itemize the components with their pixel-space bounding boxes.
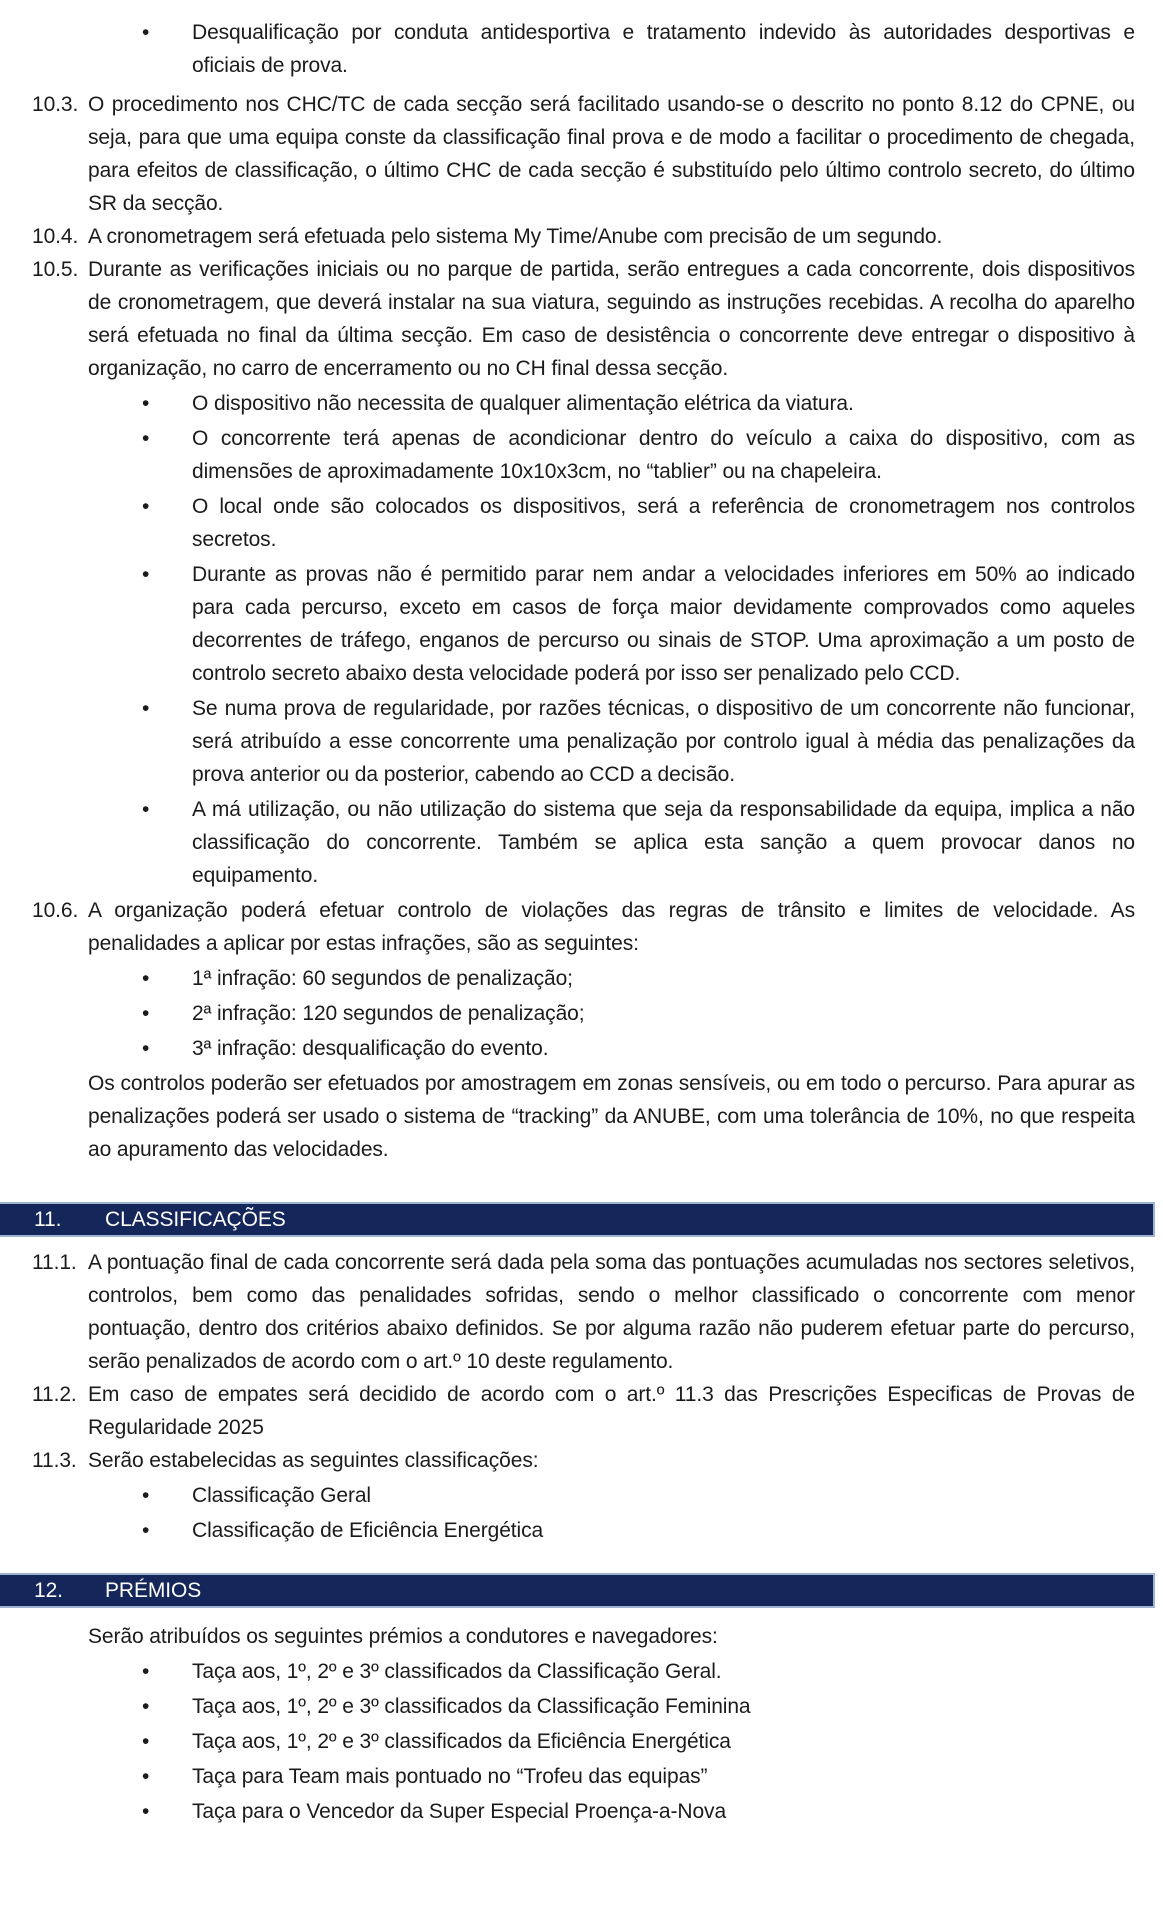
clause-10-5 — [32, 253, 1135, 385]
bullet-icon — [142, 793, 192, 892]
clause-text: O procedimento nos CHC/TC de cada secção será facilitado usando-se o descrito no ponto 8.12 do CPNE, ou seja, para que uma equipa conste da classificação final prova e de modo a facilitar o procedimento de chegada, para efeitos de classificação, o último CHC de cada secção é substituído pelo último controlo secreto, do último SR da secção. — [88, 93, 1135, 215]
section-number: 12. — [34, 1579, 63, 1602]
bullet-text: Classificação Geral — [192, 1484, 371, 1507]
list-item — [32, 1514, 1135, 1547]
list-item — [32, 387, 1135, 420]
list-item — [32, 16, 1135, 82]
clause-10-3 — [32, 88, 1135, 220]
bullet-icon — [142, 1760, 192, 1793]
bullet-icon — [142, 1725, 192, 1758]
bullet-icon — [142, 558, 192, 690]
clause-11-1 — [32, 1246, 1135, 1378]
list-item — [32, 1725, 1135, 1758]
bullet-icon — [142, 422, 192, 488]
bullet-icon — [142, 1032, 192, 1065]
section-number: 11. — [34, 1208, 62, 1231]
bullet-icon — [142, 1655, 192, 1688]
section-header-premios — [0, 1573, 1155, 1608]
clause-number: 10.6. — [32, 899, 79, 922]
bullet-text: O local onde são colocados os dispositivos, será a referência de cronometragem nos controlos secretos. — [192, 495, 1135, 551]
bullet-icon — [142, 692, 192, 791]
clause-number: 11.2. — [32, 1383, 77, 1406]
bullet-text: Taça aos, 1º, 2º e 3º classificados da Classificação Geral. — [192, 1660, 722, 1683]
section-title: PRÉMIOS — [105, 1579, 202, 1602]
clause-11-2 — [32, 1378, 1135, 1444]
list-item — [32, 1795, 1135, 1828]
list-item — [32, 692, 1135, 791]
list-item — [32, 793, 1135, 892]
section-title: CLASSIFICAÇÕES — [105, 1208, 286, 1231]
clause-10-6 — [32, 894, 1135, 960]
bullet-icon — [142, 16, 192, 82]
clause-number: 10.5. — [32, 258, 79, 281]
clause-text: Serão estabelecidas as seguintes classificações: — [88, 1449, 539, 1472]
bullet-text: Taça para Team mais pontuado no “Trofeu das equipas” — [192, 1765, 708, 1788]
list-item — [32, 422, 1135, 488]
list-item — [32, 1690, 1135, 1723]
bullet-icon — [142, 1479, 192, 1512]
bullet-icon — [142, 1514, 192, 1547]
list-item — [32, 997, 1135, 1030]
bullet-text: Classificação de Eficiência Energética — [192, 1519, 544, 1542]
bullet-icon — [142, 387, 192, 420]
clause-text: A organização poderá efetuar controlo de violações das regras de trânsito e limites de velocidade. As penalidades a aplicar por estas infrações, são as seguintes: — [88, 899, 1135, 955]
bullet-list-10-5 — [32, 387, 1135, 892]
clause-text: Durante as verificações iniciais ou no parque de partida, serão entregues a cada concorrente, dois dispositivos de cronometragem, que deverá instalar na sua viatura, seguindo as instruções recebidas. A recolha do aparelho será efetuada no final da última secção. Em caso de desistência o concorrente deve entregar o dispositivo à organização, no carro de encerramento ou no CH final dessa secção. — [88, 258, 1135, 380]
bullet-list-10-6 — [32, 962, 1135, 1065]
bullet-text: Se numa prova de regularidade, por razões técnicas, o dispositivo de um concorrente não funcionar, será atribuído a esse concorrente uma penalização por controlo igual à média das penalizações da prova anterior ou da posterior, cabendo ao CCD a decisão. — [192, 697, 1135, 786]
clause-11-3 — [32, 1444, 1135, 1477]
clause-10-6-closing: Os controlos poderão ser efetuados por amostragem em zonas sensíveis, ou em todo o percurso. Para apurar as penalizações poderá ser usado o sistema de “tracking” da ANUBE, com uma tolerância de 10%, no que respeita ao apuramento das velocidades. — [88, 1072, 1135, 1161]
list-item — [32, 558, 1135, 690]
clause-number: 10.3. — [32, 93, 79, 116]
clause-10-4 — [32, 220, 1135, 253]
bullet-icon — [142, 997, 192, 1030]
bullet-text: O concorrente terá apenas de acondicionar dentro do veículo a caixa do dispositivo, com as dimensões de aproximadamente 10x10x3cm, no “tablier” ou na chapeleira. — [192, 427, 1135, 483]
bullet-text: Desqualificação por conduta antidesportiva e tratamento indevido às autoridades desportivas e oficiais de prova. — [192, 21, 1135, 77]
bullet-text: O dispositivo não necessita de qualquer alimentação elétrica da viatura. — [192, 392, 854, 415]
bullet-text: Taça aos, 1º, 2º e 3º classificados da Classificação Feminina — [192, 1695, 751, 1718]
section-12-intro: Serão atribuídos os seguintes prémios a condutores e navegadores: — [88, 1625, 718, 1648]
list-item — [32, 962, 1135, 995]
list-item — [32, 490, 1135, 556]
list-item — [32, 1479, 1135, 1512]
bullet-list-12 — [32, 1655, 1135, 1828]
bullet-icon — [142, 1690, 192, 1723]
clause-number: 10.4. — [32, 225, 79, 248]
clause-text: A cronometragem será efetuada pelo sistema My Time/Anube com precisão de um segundo. — [88, 225, 943, 248]
bullet-icon — [142, 962, 192, 995]
list-item — [32, 1655, 1135, 1688]
bullet-text: 2ª infração: 120 segundos de penalização; — [192, 1002, 585, 1025]
section-header-classificacoes — [0, 1202, 1155, 1237]
list-item — [32, 1760, 1135, 1793]
bullet-icon — [142, 1795, 192, 1828]
bullet-icon — [142, 490, 192, 556]
bullet-text: 1ª infração: 60 segundos de penalização; — [192, 967, 573, 990]
bullet-text: Durante as provas não é permitido parar nem andar a velocidades inferiores em 50% ao indicado para cada percurso, exceto em casos de força maior devidamente comprovados como aqueles decorrentes de tráfego, enganos de percurso ou sinais de STOP. Uma aproximação a um posto de controlo secreto abaixo desta velocidade poderá por isso ser penalizado pelo CCD. — [192, 563, 1135, 685]
clause-number: 11.3. — [32, 1449, 77, 1472]
bullet-text: A má utilização, ou não utilização do sistema que seja da responsabilidade da equipa, implica a não classificação do concorrente. Também se aplica esta sanção a quem provocar danos no equipamento. — [192, 798, 1135, 887]
clause-text: A pontuação final de cada concorrente será dada pela soma das pontuações acumuladas nos sectores seletivos, controlos, bem como das penalidades sofridas, sendo o melhor classificado o concorrente com menor pontuação, dentro dos critérios abaixo definidos. Se por alguma razão não puderem efetuar parte do percurso, serão penalizados de acordo com o art.º 10 deste regulamento. — [88, 1251, 1135, 1373]
clause-text: Em caso de empates será decidido de acordo com o art.º 11.3 das Prescrições Especificas de Provas de Regularidade 2025 — [88, 1383, 1135, 1439]
bullet-text: 3ª infração: desqualificação do evento. — [192, 1037, 549, 1060]
bullet-text: Taça para o Vencedor da Super Especial Proença-a-Nova — [192, 1800, 727, 1823]
clause-number: 11.1. — [32, 1251, 77, 1274]
bullet-text: Taça aos, 1º, 2º e 3º classificados da Eficiência Energética — [192, 1730, 731, 1753]
list-item — [32, 1032, 1135, 1065]
bullet-list-11-3 — [32, 1479, 1135, 1547]
